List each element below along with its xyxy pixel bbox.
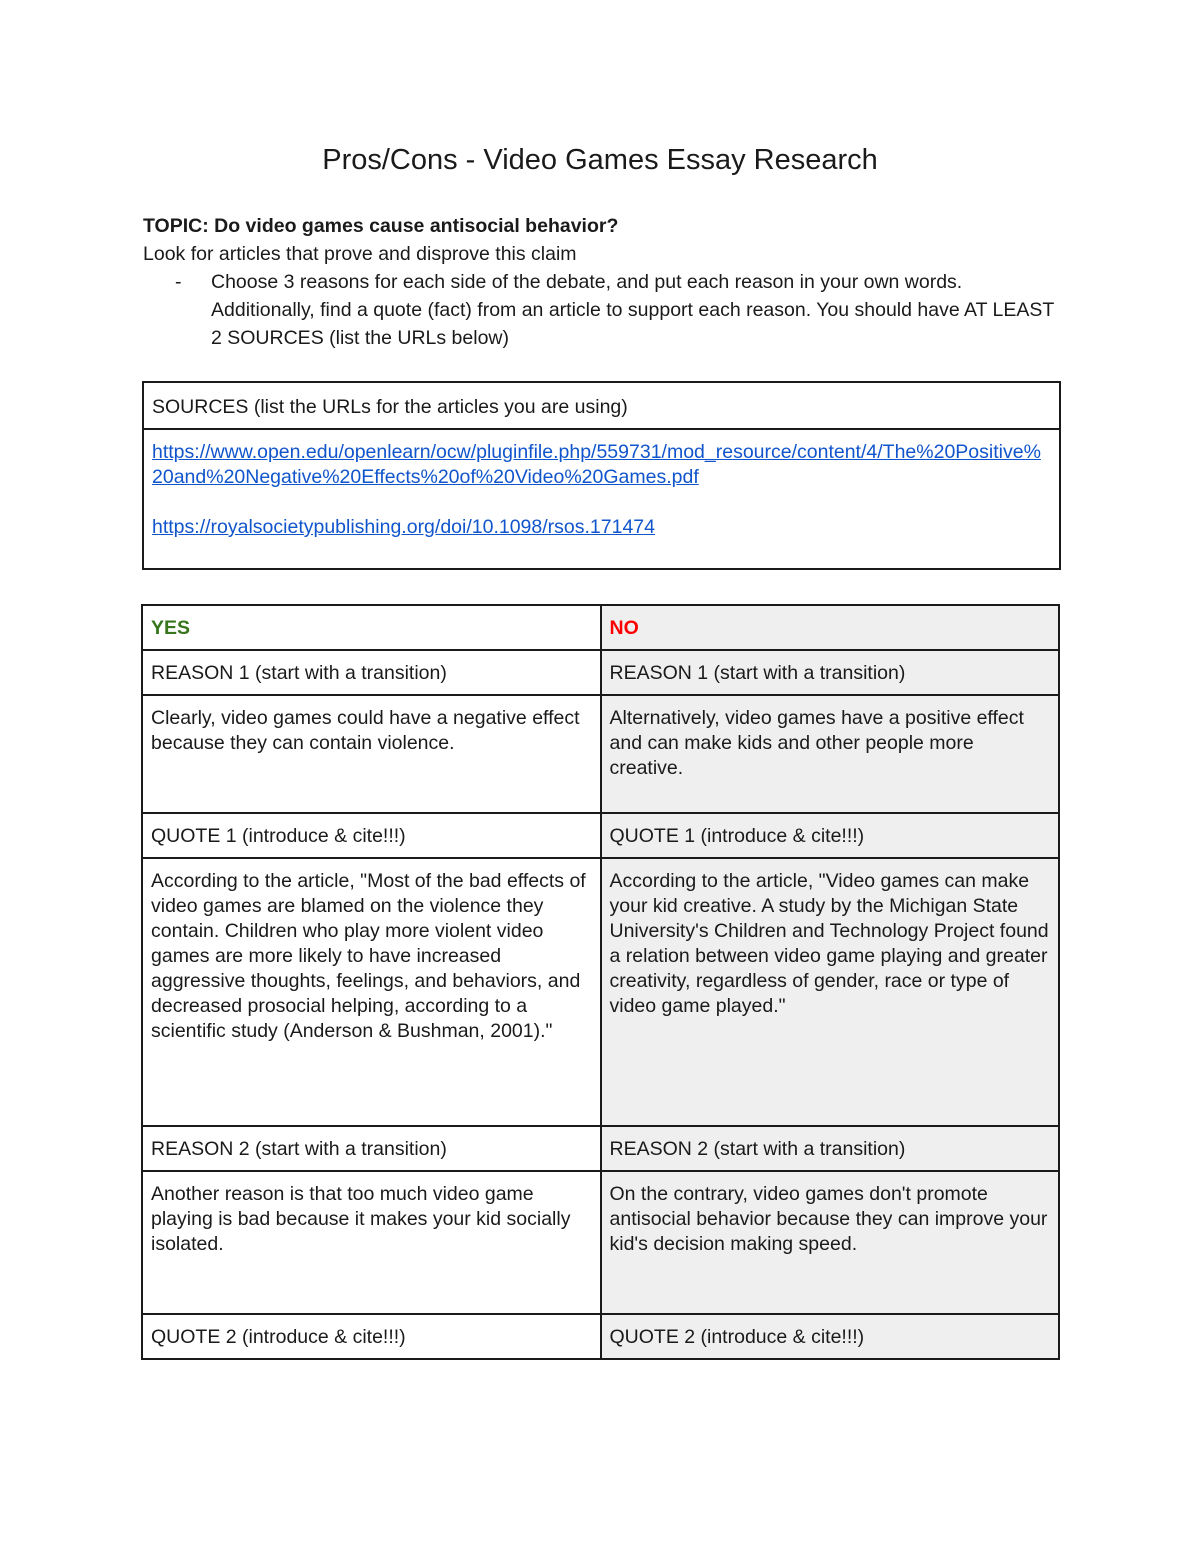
reason1-yes-label: REASON 1 (start with a transition) (142, 650, 601, 695)
reason1-label-row (142, 650, 1059, 695)
yes-header-cell (142, 605, 601, 650)
topic-heading: TOPIC: Do video games cause antisocial behavior? (143, 215, 619, 237)
quote1-no-text: According to the article, "Video games can make your kid creative. A study by the Michigan State University's Children and Technology Project found a relation between video game playing and greater creativity, regardless of gender, race or type of video game played." (601, 858, 1060, 1126)
bullet-text: Choose 3 reasons for each side of the debate, and put each reason in your own words. Additionally, find a quote (fact) from an article to support each reason. You should have AT LEAST 2 SOURCES (list the URLs below) (211, 271, 1054, 349)
reason1-yes-text: Clearly, video games could have a negative effect because they can contain violence. (142, 695, 601, 813)
no-label: NO (609, 617, 639, 639)
source-link-2[interactable]: https://royalsocietypublishing.org/doi/10.1098/rsos.171474 (152, 516, 655, 538)
sources-header: SOURCES (list the URLs for the articles you are using) (143, 382, 1060, 429)
bullet-dash: - (175, 271, 182, 293)
reason2-yes-text: Another reason is that too much video game playing is bad because it makes your kid socially isolated. (142, 1171, 601, 1314)
reason1-no-text: Alternatively, video games have a positive effect and can make kids and other people more creative. (601, 695, 1060, 813)
reason2-no-text: On the contrary, video games don't promote antisocial behavior because they can improve your kid's decision making speed. (601, 1171, 1060, 1314)
quote2-yes-label: QUOTE 2 (introduce & cite!!!) (142, 1314, 601, 1359)
reason2-yes-label: REASON 2 (start with a transition) (142, 1126, 601, 1171)
reason2-no-label: REASON 2 (start with a transition) (601, 1126, 1060, 1171)
no-header-cell (601, 605, 1060, 650)
page-title: Pros/Cons - Video Games Essay Research (322, 144, 878, 176)
instruction-text: Look for articles that prove and disprove this claim (143, 243, 577, 265)
intro-section (143, 212, 1063, 352)
side-header-row (142, 605, 1059, 650)
sources-links-row (143, 429, 1060, 569)
debate-table (141, 604, 1060, 1360)
yes-label: YES (151, 617, 191, 639)
quote1-no-label: QUOTE 1 (introduce & cite!!!) (601, 813, 1060, 858)
reason1-content-row (142, 695, 1059, 813)
reason1-no-label: REASON 1 (start with a transition) (601, 650, 1060, 695)
sources-header-row (143, 382, 1060, 429)
reason2-label-row (142, 1126, 1059, 1171)
quote2-label-row (142, 1314, 1059, 1359)
reason2-content-row (142, 1171, 1059, 1314)
quote1-yes-text: According to the article, "Most of the bad effects of video games are blamed on the violence they contain. Children who play more violent video games are more likely to have increased aggressive thoughts, feelings, and behaviors, and decreased prosocial helping, according to a scientific study (Anderson & Bushman, 2001)." (142, 858, 601, 1126)
quote1-content-row (142, 858, 1059, 1126)
sources-table (142, 381, 1061, 570)
sources-links-cell (143, 429, 1060, 569)
instruction-bullet (143, 268, 1063, 352)
quote1-yes-label: QUOTE 1 (introduce & cite!!!) (142, 813, 601, 858)
quote1-label-row (142, 813, 1059, 858)
quote2-no-label: QUOTE 2 (introduce & cite!!!) (601, 1314, 1060, 1359)
source-link-1[interactable]: https://www.open.edu/openlearn/ocw/pluginfile.php/559731/mod_resource/content/4/The%20Positive%20and%20Negative%20Effects%20of%20Video%20Games.pdf (152, 441, 1041, 488)
